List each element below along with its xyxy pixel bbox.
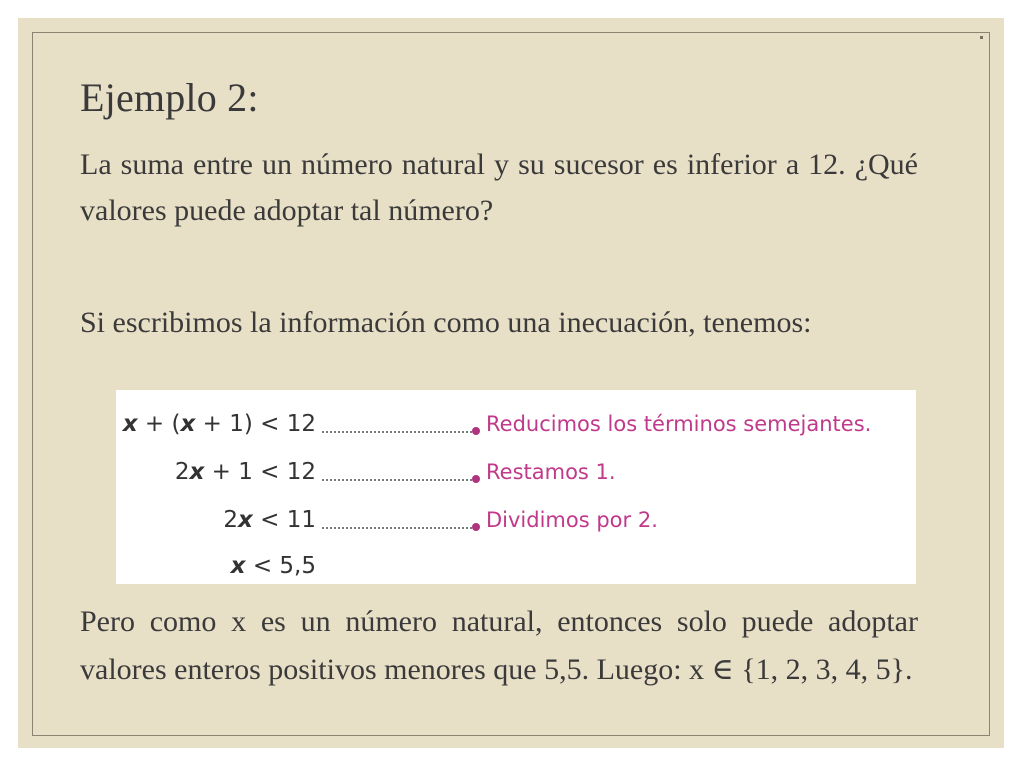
equation-text: < 5,5 — [245, 553, 316, 579]
equation-row — [116, 452, 916, 492]
variable-x: x — [189, 459, 205, 485]
equation-2 — [175, 452, 316, 492]
variable-x: x — [122, 411, 138, 437]
bullet-dot-icon — [472, 427, 480, 435]
variable-x: x — [230, 553, 246, 579]
equation-3 — [223, 500, 316, 540]
bullet-dot-icon — [472, 475, 480, 483]
dotted-leader — [322, 479, 472, 481]
equations-panel — [116, 390, 916, 584]
equation-row — [116, 404, 916, 444]
equation-text: + 1 < 12 — [204, 459, 316, 485]
equation-1 — [123, 404, 316, 444]
dotted-leader — [322, 431, 472, 433]
dotted-leader — [322, 527, 472, 529]
variable-x: x — [237, 507, 253, 533]
slide — [18, 18, 1004, 748]
equation-text: < 11 — [252, 507, 316, 533]
variable-x: x — [180, 411, 196, 437]
problem-statement: La suma entre un número natural y su sucesor es inferior a 12. ¿Qué valores puede adoptar tal número? — [80, 148, 918, 227]
bullet-dot-icon — [472, 523, 480, 531]
equation-row — [116, 500, 916, 540]
equation-text: + 1) < 12 — [195, 411, 316, 437]
step-note-3: Dividimos por 2. — [486, 508, 658, 532]
step-note-2: Restamos 1. — [486, 460, 616, 484]
equation-text: 2 — [223, 507, 238, 533]
step-note-1: Reducimos los términos semejantes. — [486, 412, 872, 436]
equation-text: 2 — [174, 459, 190, 485]
slide-title: Ejemplo 2: — [80, 75, 259, 120]
equation-4 — [231, 546, 316, 586]
corner-mark — [980, 36, 983, 39]
inequation-intro: Si escribimos la información como una inecuación, tenemos: — [80, 306, 812, 339]
conclusion: Pero como x es un número natural, entonces solo puede adoptar valores enteros positivos menores que 5,5. Luego: x ∈ {1, 2, 3, 4, 5}. — [80, 605, 918, 686]
equation-text: + ( — [137, 411, 181, 437]
equation-row — [116, 546, 916, 586]
